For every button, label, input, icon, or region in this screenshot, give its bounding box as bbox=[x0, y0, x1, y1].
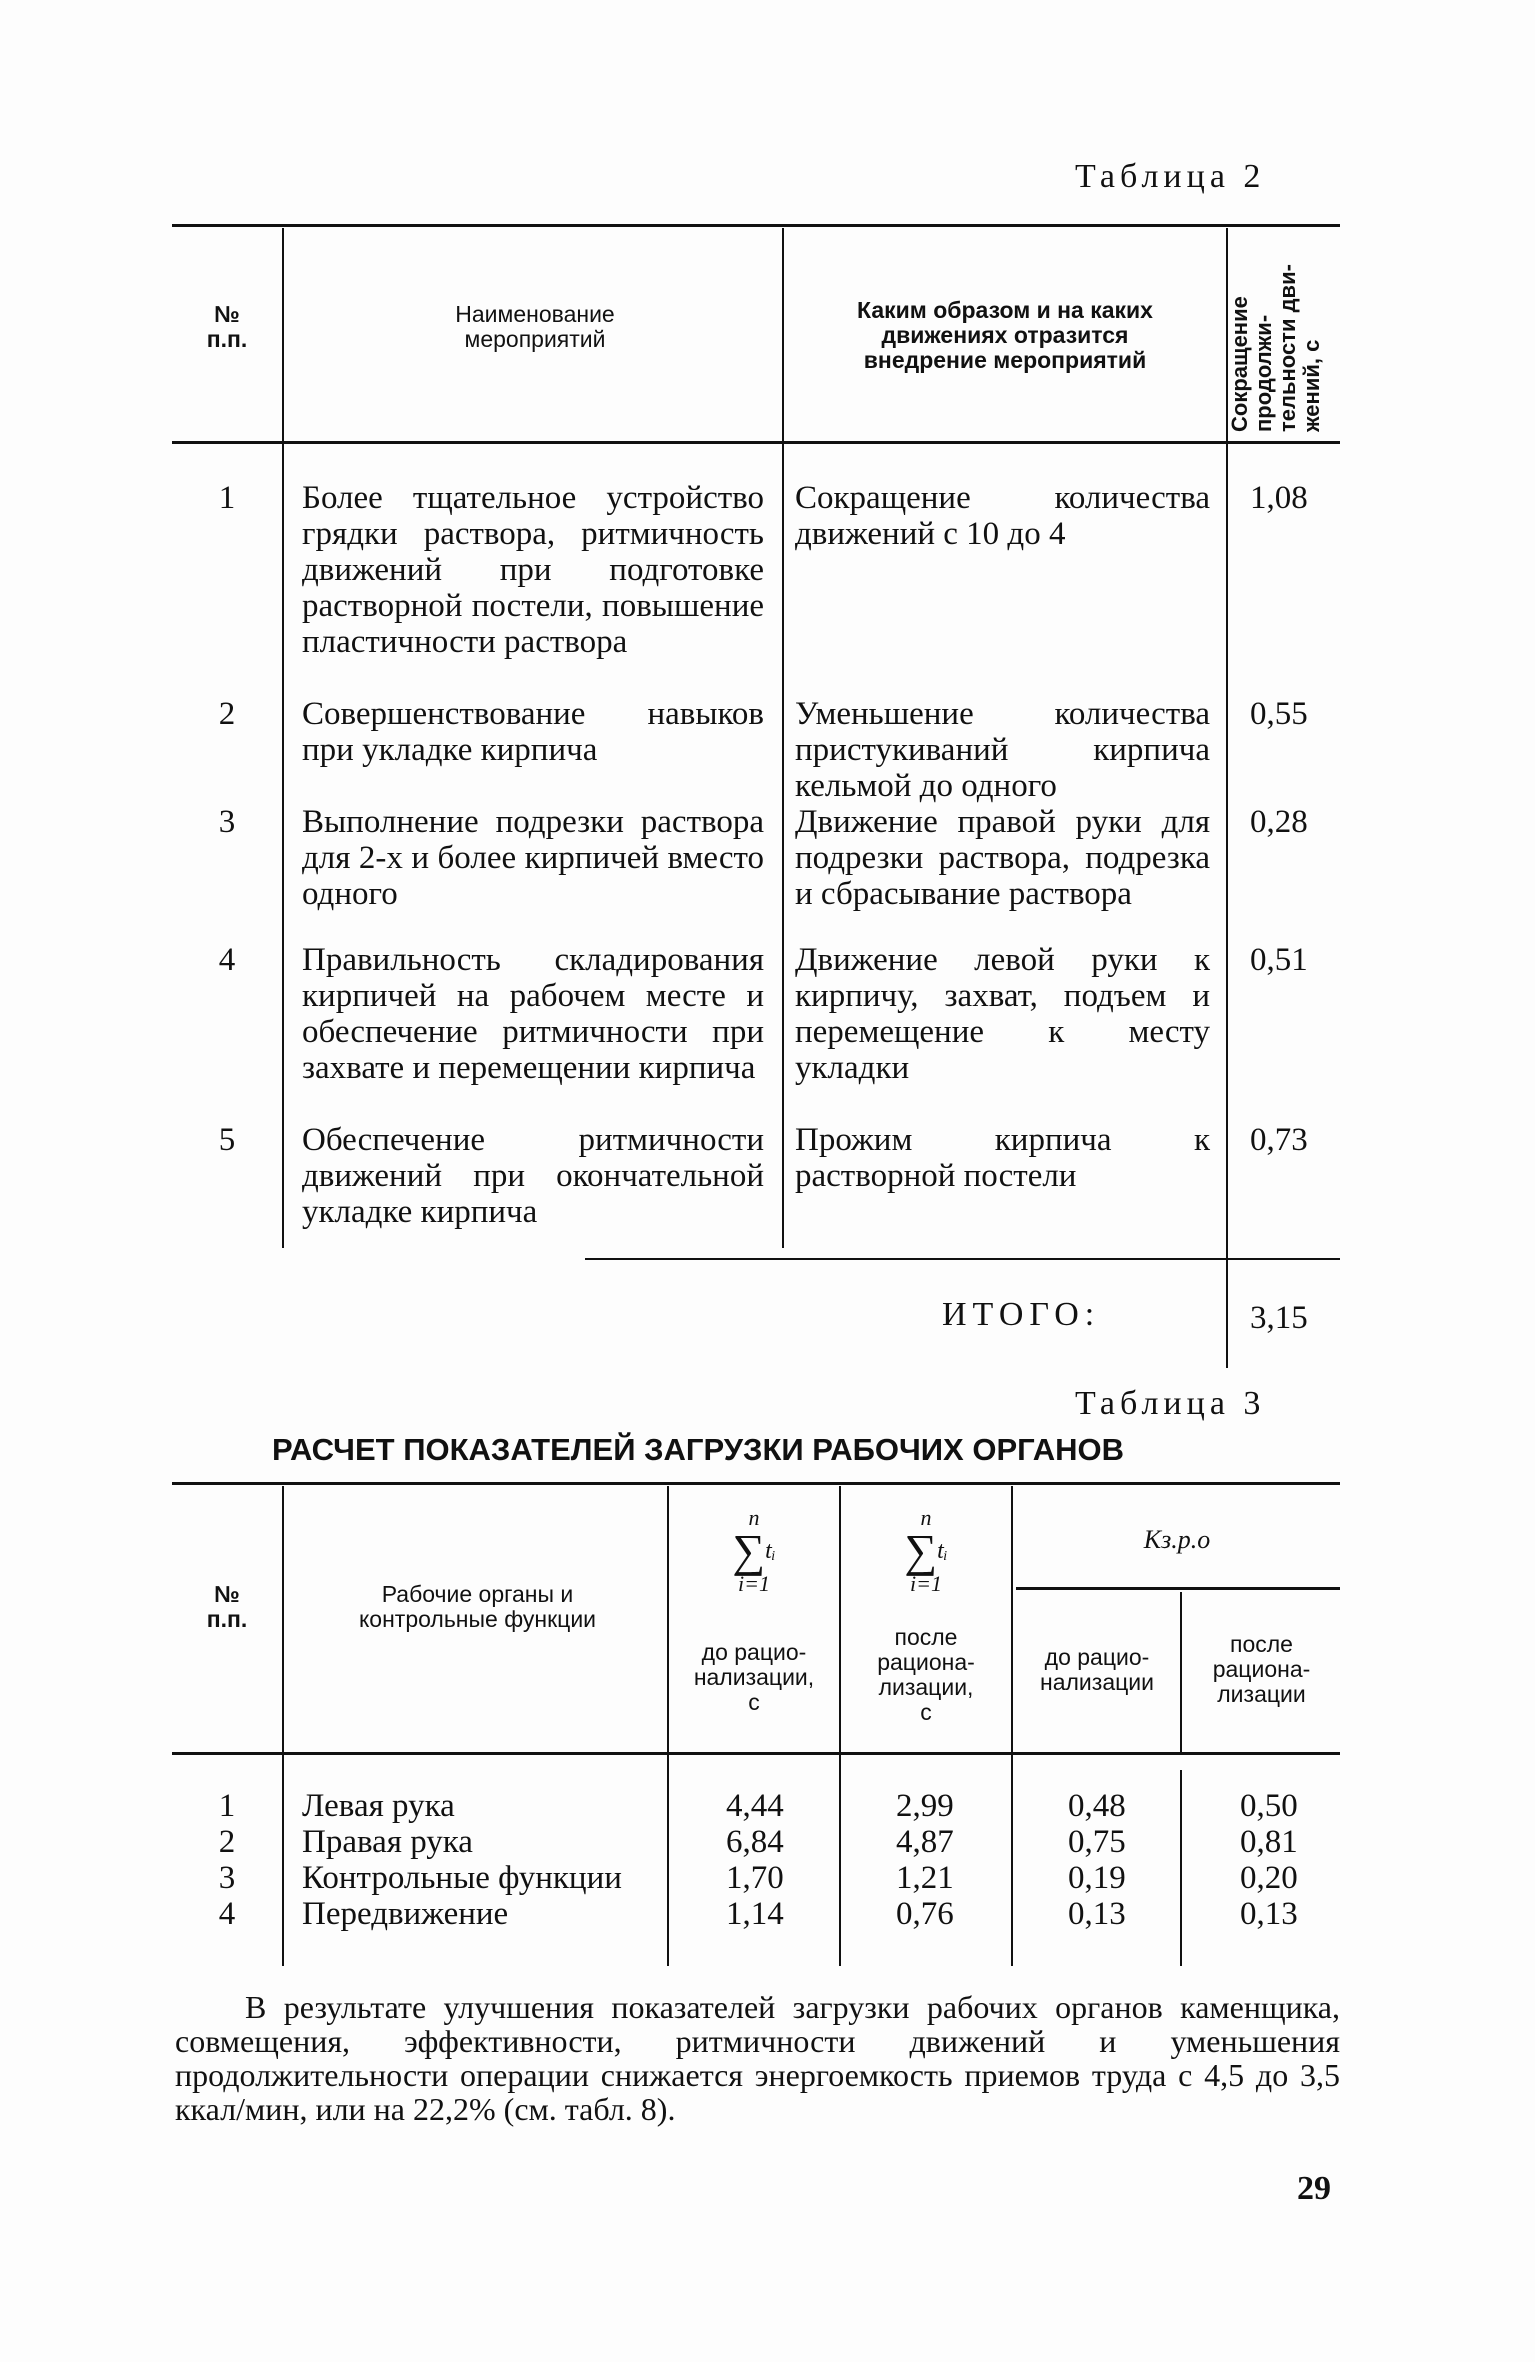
header-reduction: Сокращение продолжи- тельности дви- жений, с bbox=[1227, 264, 1324, 432]
row-effect: Движение правой руки для подрезки раствора, подрезка и сбрасывание раствора bbox=[795, 804, 1210, 912]
row-measure: Совершенствование навыков при укладке кирпича bbox=[302, 696, 764, 768]
t3-row-after: 4,87 bbox=[896, 1824, 954, 1860]
t3-header-organ: Рабочие органы и контрольные функции bbox=[358, 1581, 597, 1632]
rule bbox=[282, 1486, 284, 1966]
t3-row-after: 0,76 bbox=[896, 1896, 954, 1932]
t3-row-number: 4 bbox=[218, 1896, 236, 1932]
rule bbox=[1180, 1770, 1182, 1966]
t3-header-k-before: до рацио- нализации bbox=[1040, 1644, 1154, 1695]
row-measure: Правильность складирования кирпичей на рабочем месте и обеспечение ритмичности при захвате и перемещении кирпича bbox=[302, 942, 764, 1086]
header-num: № п.п. bbox=[206, 301, 248, 352]
row-number: 5 bbox=[218, 1122, 236, 1158]
rule bbox=[585, 1258, 1340, 1260]
row-reduction: 0,51 bbox=[1250, 942, 1308, 978]
t3-row-k-after: 0,13 bbox=[1240, 1896, 1298, 1932]
rule bbox=[282, 228, 284, 1248]
sum-bottom: i=1 bbox=[910, 1571, 942, 1596]
table3-caption: Таблица 3 bbox=[1075, 1385, 1266, 1422]
t3-row-number: 1 bbox=[218, 1788, 236, 1824]
sum-top: n bbox=[748, 1505, 760, 1530]
total-value: 3,15 bbox=[1250, 1300, 1308, 1336]
t3-row-number: 2 bbox=[218, 1824, 236, 1860]
sum-top: n bbox=[920, 1505, 932, 1530]
t3-row-organ: Передвижение bbox=[302, 1896, 509, 1932]
rule bbox=[1180, 1592, 1182, 1752]
rule bbox=[1011, 1486, 1013, 1966]
table3-title: РАСЧЕТ ПОКАЗАТЕЛЕЙ ЗАГРУЗКИ РАБОЧИХ ОРГАНОВ bbox=[272, 1432, 1125, 1467]
t3-row-after: 1,21 bbox=[896, 1860, 954, 1896]
row-reduction: 1,08 bbox=[1250, 480, 1308, 516]
rule bbox=[839, 1486, 841, 1966]
rule bbox=[172, 1482, 1340, 1485]
t3-row-organ: Левая рука bbox=[302, 1788, 455, 1824]
row-effect: Прожим кирпича к растворной постели bbox=[795, 1122, 1210, 1194]
t3-row-before: 1,70 bbox=[726, 1860, 784, 1896]
t3-header-before-s: до рацио- нализации, с bbox=[693, 1639, 815, 1715]
row-measure: Обеспечение ритмичности движений при окончательной укладке кирпича bbox=[302, 1122, 764, 1230]
header-name: Наименование мероприятий bbox=[455, 301, 615, 352]
t3-row-k-before: 0,19 bbox=[1068, 1860, 1126, 1896]
t3-row-k-before: 0,48 bbox=[1068, 1788, 1126, 1824]
sum-t: tᵢ bbox=[765, 1538, 776, 1564]
sum-t: tᵢ bbox=[937, 1538, 948, 1564]
t3-row-before: 6,84 bbox=[726, 1824, 784, 1860]
row-effect: Уменьшение количества пристукиваний кирпича кельмой до одного bbox=[795, 696, 1210, 804]
t3-row-number: 3 bbox=[218, 1860, 236, 1896]
t3-row-before: 4,44 bbox=[726, 1788, 784, 1824]
sum-before bbox=[670, 1505, 838, 1597]
table2-caption: Таблица 2 bbox=[1075, 158, 1266, 195]
row-number: 3 bbox=[218, 804, 236, 840]
row-reduction: 0,73 bbox=[1250, 1122, 1308, 1158]
t3-header-k-after: после рациона- лизации bbox=[1212, 1631, 1311, 1707]
t3-row-organ: Правая рука bbox=[302, 1824, 473, 1860]
row-effect: Движение левой руки к кирпичу, захват, подъем и перемещение к месту укладки bbox=[795, 942, 1210, 1086]
rule bbox=[667, 1486, 669, 1966]
sum-bottom: i=1 bbox=[738, 1571, 770, 1596]
total-label: ИТОГО: bbox=[942, 1296, 1101, 1333]
rule bbox=[172, 224, 1340, 227]
row-number: 1 bbox=[218, 480, 236, 516]
t3-row-before: 1,14 bbox=[726, 1896, 784, 1932]
rule bbox=[172, 441, 1340, 444]
t3-header-after-s: после рациона- лизации, с bbox=[877, 1624, 975, 1725]
t3-row-k-before: 0,13 bbox=[1068, 1896, 1126, 1932]
t3-header-num: № п.п. bbox=[206, 1581, 248, 1632]
t3-row-k-before: 0,75 bbox=[1068, 1824, 1126, 1860]
row-number: 2 bbox=[218, 696, 236, 732]
row-effect: Сокращение количества движений с 10 до 4 bbox=[795, 480, 1210, 552]
row-measure: Более тщательное устройство грядки раствора, ритмичность движений при подготовке растворной постели, повышение пластичности раствора bbox=[302, 480, 764, 660]
sigma-icon: ∑ bbox=[732, 1525, 766, 1576]
rule bbox=[782, 228, 784, 1248]
row-measure: Выполнение подрезки раствора для 2-х и более кирпичей вместо одного bbox=[302, 804, 764, 912]
paragraph: В результате улучшения показателей загрузки рабочих органов каменщика, совмещения, эффективности, ритмичности движений и уменьшения продолжительности операции снижается энергоемкость приемов труда с 4,5 до 3,5 ккал/мин, или на 22,2% (см. табл. 8). bbox=[175, 1989, 1340, 2127]
t3-row-k-after: 0,20 bbox=[1240, 1860, 1298, 1896]
row-number: 4 bbox=[218, 942, 236, 978]
page-number: 29 bbox=[1297, 2170, 1331, 2207]
rule bbox=[172, 1752, 1340, 1755]
rule bbox=[1016, 1587, 1340, 1590]
row-reduction: 0,55 bbox=[1250, 696, 1308, 732]
header-how: Каким образом и на каких движениях отразится внедрение мероприятий bbox=[857, 297, 1153, 373]
sum-after bbox=[842, 1505, 1010, 1597]
t3-row-after: 2,99 bbox=[896, 1788, 954, 1824]
sigma-icon: ∑ bbox=[904, 1525, 938, 1576]
t3-row-k-after: 0,81 bbox=[1240, 1824, 1298, 1860]
t3-row-organ: Контрольные функции bbox=[302, 1860, 622, 1896]
t3-header-k: Kз.р.о bbox=[1143, 1525, 1211, 1554]
row-reduction: 0,28 bbox=[1250, 804, 1308, 840]
t3-row-k-after: 0,50 bbox=[1240, 1788, 1298, 1824]
